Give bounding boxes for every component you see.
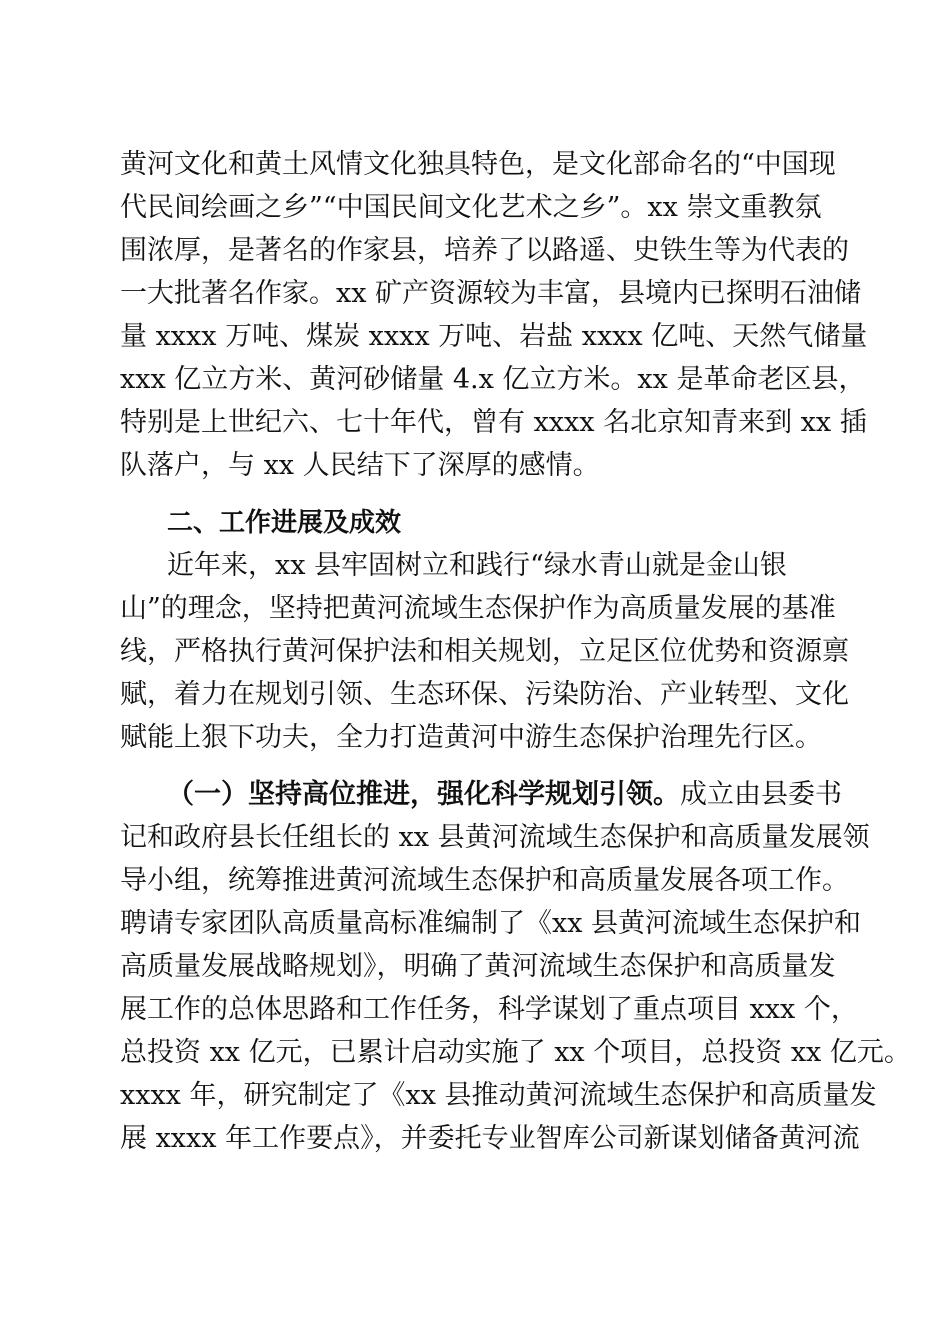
subsection-heading: （一）坚持高位推进，强化科学规划引领。 <box>167 779 680 810</box>
body-text-line: 赋能上狠下功夫，全力打造黄河中游生态保护治理先行区。 <box>120 722 822 753</box>
body-text-line: 展 xxxx 年工作要点》，并委托专业智库公司新谋划储备黄河流 <box>120 1123 860 1154</box>
body-text-line: 黄河文化和黄土风情文化独具特色，是文化部命名的“中国现 <box>120 149 836 180</box>
body-text-line: xxxx 年，研究制定了《xx 县推动黄河流域生态保护和高质量发 <box>120 1080 877 1111</box>
body-text-line: 量 xxxx 万吨、煤炭 xxxx 万吨、岩盐 xxxx 亿吨、天然气储量 <box>120 321 868 352</box>
body-text-line: 赋，着力在规划引领、生态环保、污染防治、产业转型、文化 <box>120 679 849 710</box>
body-text-line: 导小组，统筹推进黄河流域生态保护和高质量发展各项工作。 <box>120 865 849 896</box>
body-text-segment: 成立由县委书 <box>680 779 842 810</box>
body-text-line: 一大批著名作家。xx 矿产资源较为丰富，县境内已探明石油储 <box>120 278 862 309</box>
body-text-line: 特别是上世纪六、七十年代，曾有 xxxx 名北京知青来到 xx 插 <box>120 407 867 438</box>
subsection-first-line <box>167 777 877 813</box>
body-text-line: 记和政府县长任组长的 xx 县黄河流域生态保护和高质量发展领 <box>120 822 870 853</box>
body-text-line: 展工作的总体思路和工作任务，科学谋划了重点项目 xxx 个， <box>120 994 858 1025</box>
body-text-line: 线，严格执行黄河保护法和相关规划，立足区位优势和资源禀 <box>120 636 849 667</box>
body-text-line: 高质量发展战略规划》，明确了黄河流域生态保护和高质量发 <box>120 951 836 982</box>
body-text-line: 队落户，与 xx 人民结下了深厚的感情。 <box>120 450 600 481</box>
body-text-line: 近年来，xx 县牢固树立和践行“绿水青山就是金山银 <box>167 550 787 581</box>
body-text-line: xxx 亿立方米、黄河砂储量 4.x 亿立方米。xx 是革命老区县， <box>120 364 866 395</box>
body-text-line: 总投资 xx 亿元，已累计启动实施了 xx 个项目，总投资 xx 亿元。 <box>120 1037 911 1068</box>
section-heading: 二、工作进展及成效 <box>167 508 402 538</box>
body-text-line: 聘请专家团队高质量高标准编制了《xx 县黄河流域生态保护和 <box>120 908 862 939</box>
body-text-line: 围浓厚，是著名的作家县，培养了以路遥、史铁生等为代表的 <box>120 235 849 266</box>
body-text-line: 代民间绘画之乡”“中国民间文化艺术之乡”。xx 崇文重教氛 <box>120 192 822 223</box>
body-text-line: 山”的理念，坚持把黄河流域生态保护作为高质量发展的基准 <box>120 593 836 624</box>
